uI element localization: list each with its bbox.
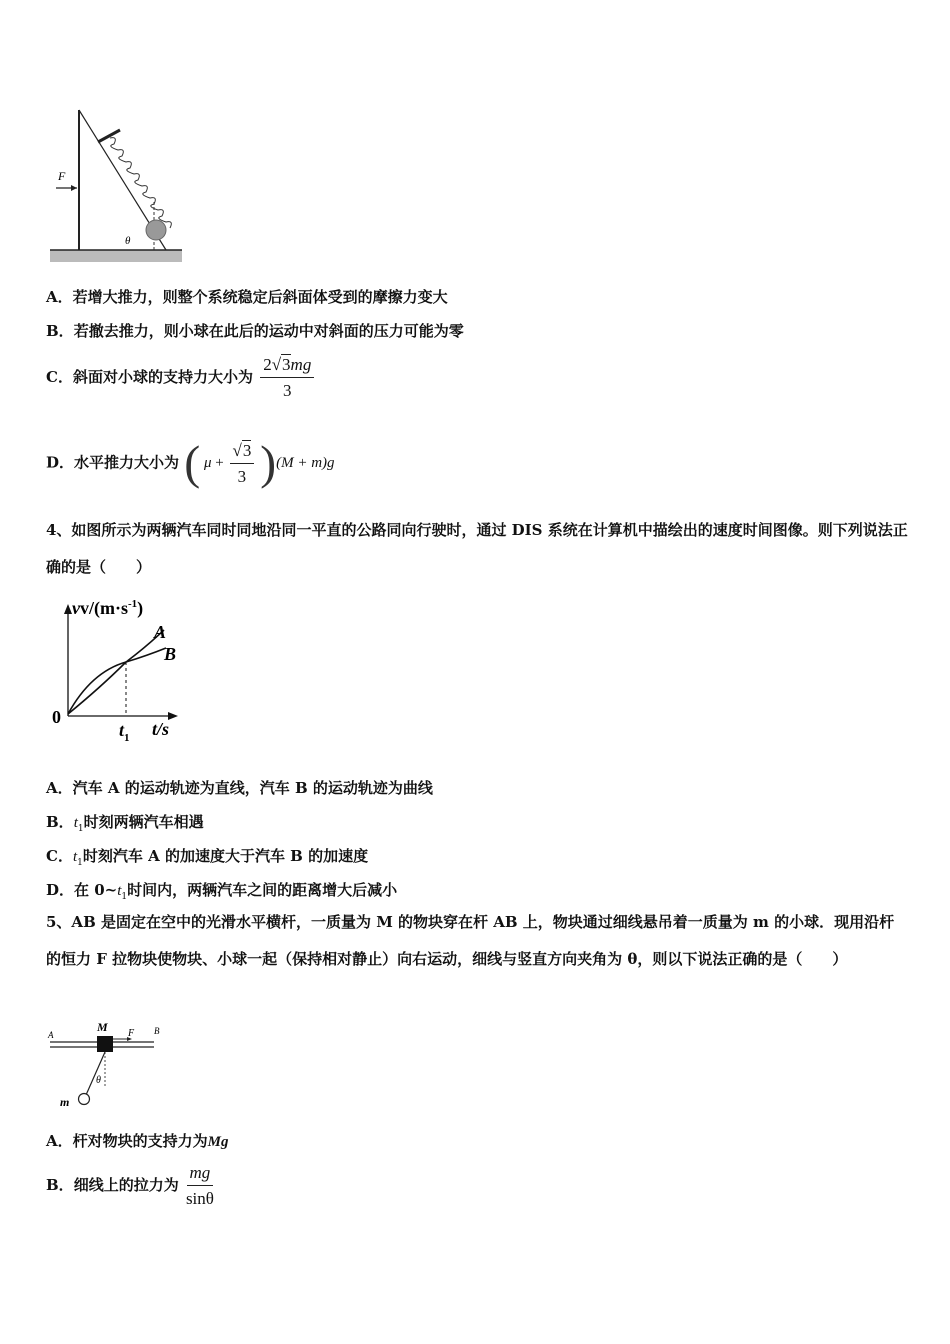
- y-axis-arrow: [64, 604, 72, 614]
- q3-option-b: [46, 320, 464, 341]
- q5-option-a: A．杆对物块的支持力为Mg: [46, 1132, 229, 1150]
- ball: [146, 220, 166, 240]
- q3-option-c: [46, 355, 316, 401]
- q5-option-b: B．细线上的拉力为 $\frac{mg}{\sin\theta}$: [46, 1163, 214, 1208]
- option-text: 若撤去推力，则小球在此后的运动中对斜面的压力可能为零: [73, 322, 464, 340]
- q4-option-d: D．在 $0\sim t_1$时间内，两辆汽车之间的距离增大后减小: [46, 881, 398, 902]
- ground: [50, 250, 182, 262]
- q3-option-a: [46, 286, 448, 307]
- curve-b: [68, 648, 166, 714]
- label-big-m: M: [97, 1020, 108, 1034]
- fraction-mg-over-sintheta: $\frac{mg}{\sin\theta}$: [185, 1163, 214, 1208]
- block-m: [97, 1036, 113, 1052]
- option-letter: B．: [46, 322, 74, 340]
- ball-m: [79, 1094, 90, 1105]
- x-axis-label: t/s: [152, 719, 170, 739]
- q5-stem: 5、AB 是固定在空中的光滑水平横杆，一质量为 M 的物块穿在杆 AB 上，物块通过细线悬吊着一质量为 m 的小球．现用沿杆的恒力 F 拉物块使物块、小球一起（保持相对静止）向右运动，细线与竖直方向夹角为 θ，则以下说法正确的是（ ）: [46, 913, 895, 968]
- option-letter: D．: [46, 453, 75, 472]
- t1-label: $t_1$: [119, 720, 130, 744]
- y-axis-label: $vv/(m\cdot s^{-1})$: [72, 598, 144, 618]
- angle-label: θ: [125, 235, 131, 247]
- label-small-m: m: [60, 1095, 70, 1109]
- option-text: 若增大推力，则整个系统稳定后斜面体受到的摩擦力变大: [72, 288, 448, 306]
- option-text: 斜面对小球的支持力大小为: [72, 368, 253, 386]
- spring: [110, 138, 171, 228]
- curve-b-label: B: [164, 644, 177, 664]
- fraction-2sqrt3mg-over-3: $\frac{2√3mg}{3}$: [260, 355, 314, 401]
- force-label: F: [58, 169, 66, 183]
- velocity-time-chart: [46, 592, 196, 747]
- q4-option-b: B．$t_1$时刻两辆汽车相遇: [46, 813, 204, 834]
- spring-support: [98, 130, 120, 142]
- label-a: A: [48, 1030, 54, 1040]
- rod-block-pendulum-figure: [46, 1016, 171, 1112]
- label-b: B: [154, 1026, 160, 1036]
- option-letter: C．: [46, 368, 73, 386]
- x-axis-arrow: [168, 712, 178, 720]
- q4-option-a: A．汽车 A 的运动轨迹为直线，汽车 B 的运动轨迹为曲线: [46, 779, 433, 797]
- curve-a-label: A: [154, 622, 167, 642]
- label-theta: θ: [96, 1075, 101, 1086]
- force-arrow-head: [71, 185, 77, 191]
- curve-a: [68, 630, 164, 714]
- label-f: F: [128, 1028, 135, 1039]
- fraction-sqrt3-over-3: $\frac{√3}{3}$: [230, 441, 255, 487]
- q4-stem: 4、如图所示为两辆汽车同时同地沿同一平直的公路同向行驶时，通过 DIS 系统在计算机中描绘出的速度时间图像。则下列说法正确的是（ ）: [46, 521, 908, 576]
- incline-spring-figure: [46, 102, 191, 267]
- option-letter: A．: [46, 288, 73, 306]
- origin-label: 0: [52, 707, 61, 727]
- expression-d: ( μ + $\frac{√3}{3}$ )(M + m)g: [184, 437, 335, 490]
- q4-option-c: C．$t_1$时刻汽车 A 的加速度大于汽车 B 的加速度: [46, 847, 369, 868]
- option-text: 水平推力大小为: [74, 453, 180, 472]
- string: [86, 1052, 105, 1095]
- q3-option-d: [46, 437, 335, 490]
